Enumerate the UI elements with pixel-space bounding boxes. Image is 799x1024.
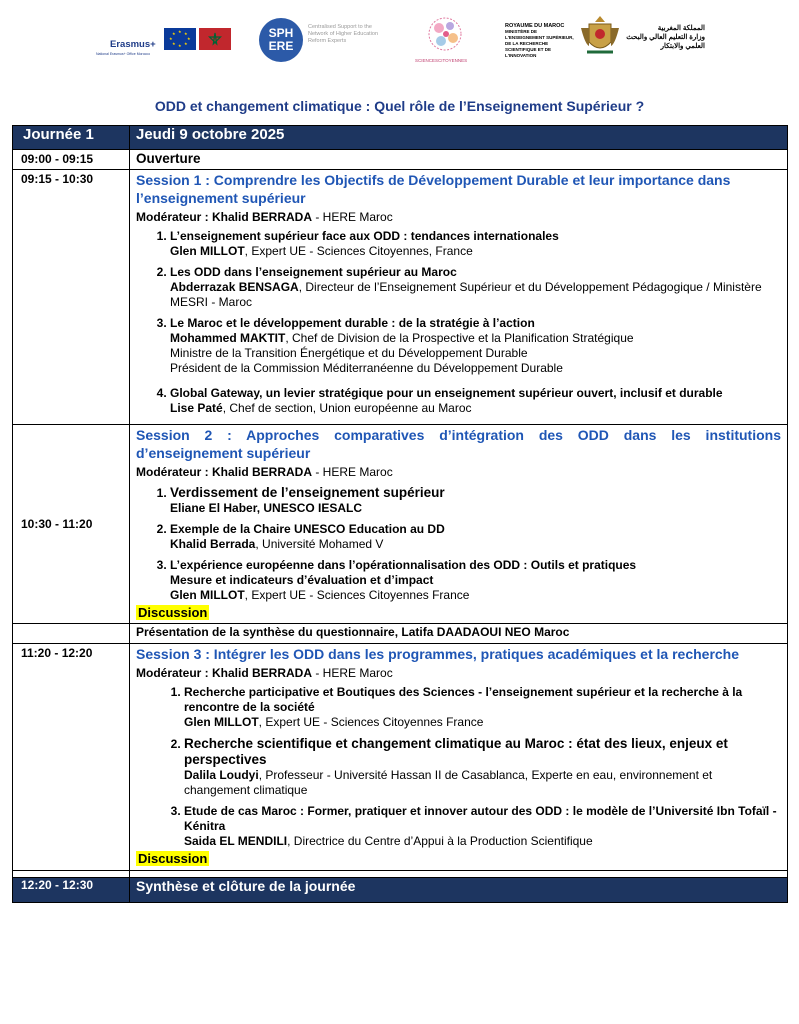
session-3-time: 11:20 - 12:20 — [13, 643, 130, 870]
opening-row — [13, 150, 788, 170]
list-item: 2. Recherche scientifique et changement climatique au Maroc : état des lieux, enjeux et perspectives Dalila Loudyi, Professeur - Université Hassan II de Casablanca, Experte en eau, environnement et changement climatique — [184, 736, 781, 798]
session-2-items — [136, 485, 781, 603]
session-3-discussion: Discussion — [138, 851, 208, 866]
sciences-citoyennes-logo — [415, 14, 477, 66]
ministry-logo — [505, 14, 705, 64]
day-date: Jeudi 9 octobre 2025 — [130, 126, 788, 150]
session-3-title: Session 3 : Intégrer les ODD dans les programmes, pratiques académiques et la recherche — [136, 645, 740, 662]
eu-flag-icon: ★ ★ ★ ★ ★ ★ ★ ★ — [164, 28, 196, 50]
page-title: ODD et changement climatique : Quel rôle de l’Enseignement Supérieur ? — [154, 98, 645, 114]
erasmus-logo — [96, 28, 238, 58]
session-1-row — [13, 169, 788, 425]
opening-label: Ouverture — [130, 150, 788, 170]
sphere-logo — [259, 18, 379, 66]
synthesis-row — [13, 624, 788, 644]
list-item: 3. Etude de cas Maroc : Former, pratiquer et innover autour des ODD : le modèle de l’Université Ibn Tofaïl - Kénitra Saida EL MENDILI, Directrice du Centre d’Appui à la Production Scientifique — [184, 804, 781, 849]
session-2-title: Session 2 : Approches comparatives d’intégration des ODD dans les institutions d’enseignement supérieur — [136, 427, 781, 461]
list-item: 1. Verdissement de l’enseignement supérieur Eliane El Haber, UNESCO IESALC — [170, 485, 781, 516]
erasmus-subtitle: National Erasmus+ Office Morocco — [96, 52, 151, 56]
list-item: 4. Global Gateway, un levier stratégique pour un enseignement supérieur ouvert, inclusif et durable Lise Paté, Chef de section, Union européenne au Maroc — [170, 386, 781, 416]
ministry-arabic-text: المملكة المغربية وزارة التعليم العالي والبحث العلمي والابتكار — [626, 25, 705, 50]
session-3-content — [130, 643, 788, 870]
erasmus-name: Erasmus+ — [110, 39, 156, 50]
session-1-title: Session 1 : Comprendre les Objectifs de Développement Durable et leur importance dans l’enseignement supérieur — [136, 171, 731, 206]
sphere-badge: SPH ERE — [259, 18, 303, 62]
session-3-row — [13, 643, 788, 870]
closing-label: Synthèse et clôture de la journée — [130, 877, 788, 902]
spacer-row — [13, 870, 788, 877]
session-3-moderator: Modérateur : Khalid BERRADA - HERE Maroc — [136, 665, 393, 680]
list-item: 3. L’expérience européenne dans l’opérationnalisation des ODD : Outils et pratiques Mesure et indicateurs d’évaluation et d’impact Glen MILLOT, Expert UE - Sciences Citoyennes France — [170, 558, 781, 603]
morocco-flag-icon — [199, 28, 231, 50]
list-item: 3. Le Maroc et le développement durable : de la stratégie à l’action Mohammed MAKTIT, Chef de Division de la Prospective et la Planification Stratégique Ministre de la Transition Énergétique et du Développement Durable Président de la Commission Méditerranéenne du Développement Durable — [170, 316, 781, 376]
opening-time: 09:00 - 09:15 — [13, 150, 130, 170]
session-3-items — [136, 685, 781, 849]
sciences-cloud-icon — [426, 14, 464, 54]
session-2-time: 10:30 - 11:20 — [13, 425, 130, 624]
session-1-content — [130, 169, 788, 425]
session-1-moderator: Modérateur : Khalid BERRADA - HERE Maroc — [136, 209, 393, 224]
list-item: 1. L’enseignement supérieur face aux ODD : tendances internationales Glen MILLOT, Expert UE - Sciences Citoyennes, France — [170, 229, 781, 259]
list-item: 1. Recherche participative et Boutiques des Sciences - l’enseignement supérieur et la recherche à la rencontre de la société Glen MILLOT, Expert UE - Sciences Citoyennes France — [184, 685, 781, 730]
sphere-text: Centralised Support to the Network of Higher Education Reform Experts — [308, 24, 379, 44]
session-2-discussion: Discussion — [138, 604, 208, 620]
day-header-row — [13, 126, 788, 150]
day-label: Journée 1 — [13, 126, 130, 150]
session-2-content — [130, 425, 788, 624]
ministry-french-text: ROYAUME DU MAROC MINISTÈRE DE L'ENSEIGNEMENT SUPÉRIEUR, DE LA RECHERCHE SCIENTIFIQUE ET DE L'INNOVATION — [505, 23, 574, 58]
logo-bar — [0, 0, 799, 78]
session-1-time: 09:15 - 10:30 — [13, 169, 130, 425]
closing-time: 12:20 - 12:30 — [13, 877, 130, 902]
list-item: 2. Exemple de la Chaire UNESCO Education au DD Khalid Berrada, Université Mohamed V — [170, 522, 781, 552]
session-2-row — [13, 425, 788, 624]
coat-of-arms-icon — [579, 14, 621, 60]
session-2-moderator: Modérateur : Khalid BERRADA - HERE Maroc — [136, 465, 393, 479]
sciences-label: SCIENCESCITOYENNES — [415, 58, 468, 63]
list-item: 2. Les ODD dans l’enseignement supérieur au Maroc Abderrazak BENSAGA, Directeur de l’Enseignement Supérieur et du Développement Pédagogique / Ministère MESRI - Maroc — [170, 265, 781, 310]
program-table — [12, 125, 788, 903]
synthesis-text: Présentation de la synthèse du questionnaire, Latifa DAADAOUI NEO Maroc — [130, 624, 788, 644]
closing-row — [13, 877, 788, 902]
session-1-items — [136, 229, 781, 416]
